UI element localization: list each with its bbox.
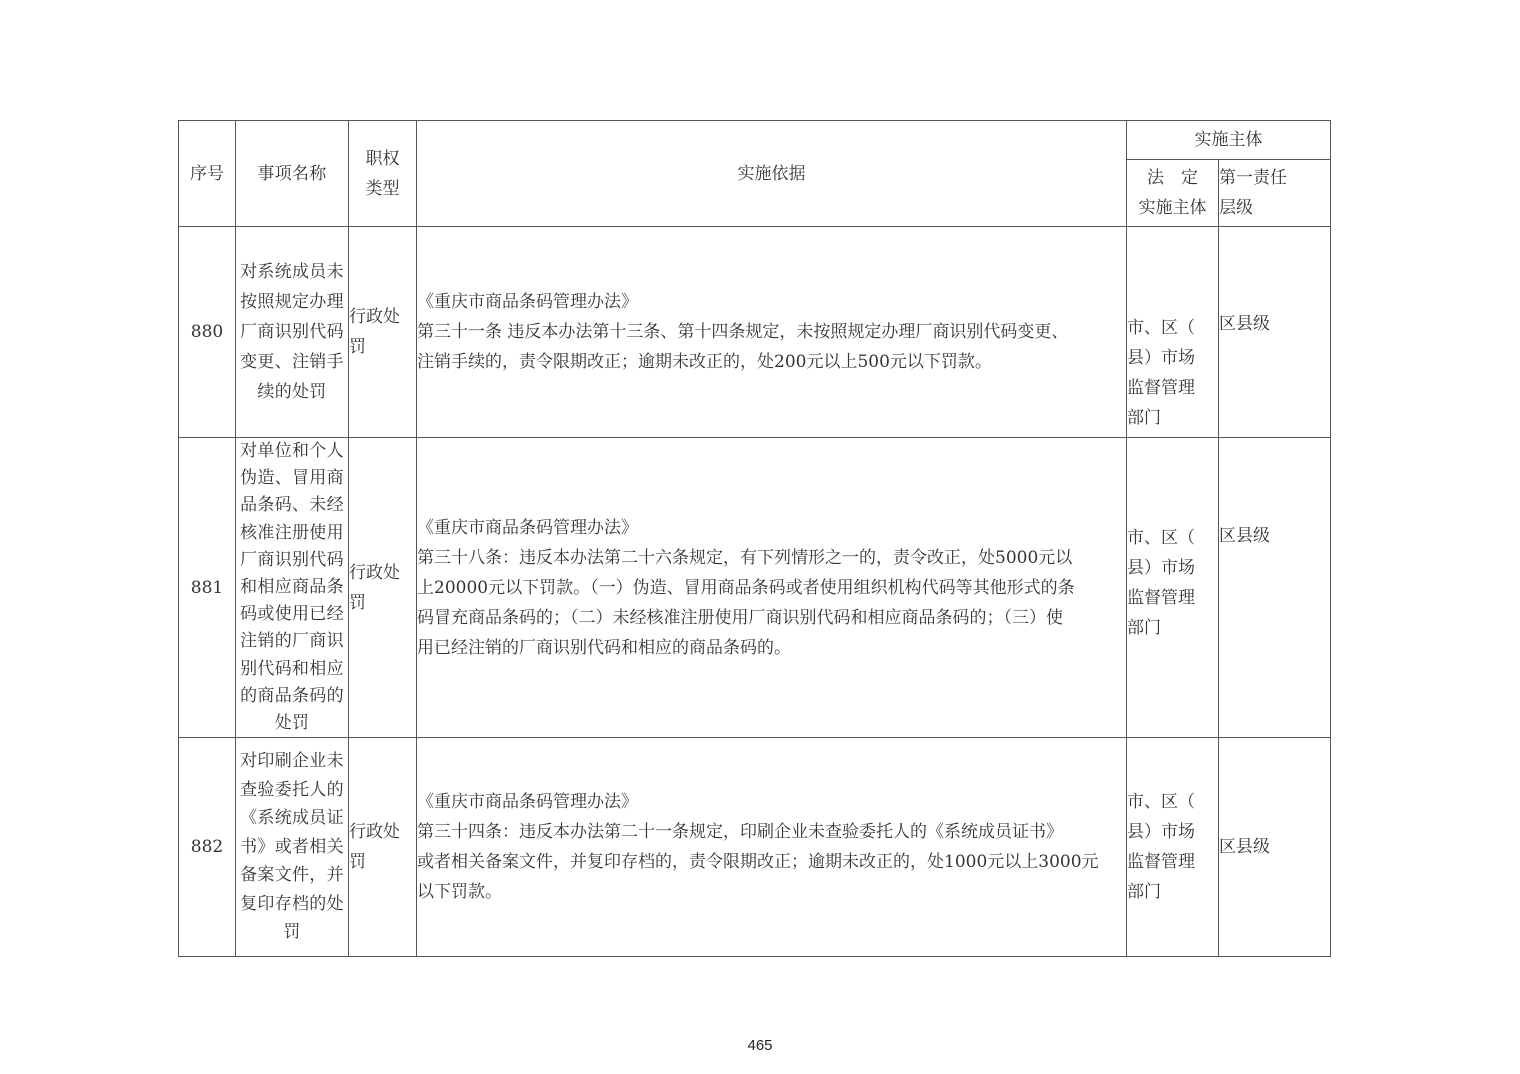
header-first-level	[1219, 160, 1331, 227]
name-line: 注销的厂商识	[240, 631, 344, 652]
row-subject	[1127, 227, 1219, 438]
row-level	[1219, 438, 1331, 738]
header-row	[179, 121, 1331, 160]
row-name	[236, 438, 349, 738]
type-line: 罚	[349, 337, 366, 357]
name-line: 书》或者相关	[240, 836, 344, 857]
name-line: 对印刷企业未	[240, 751, 344, 772]
row-type	[349, 738, 417, 957]
name-line: 对单位和个人	[240, 441, 344, 461]
table-row	[179, 438, 1331, 738]
row-name	[236, 738, 349, 957]
level-text: 区县级	[1219, 837, 1270, 858]
name-line: 备案文件，并	[240, 865, 344, 886]
header-first-line2: 层级	[1219, 198, 1253, 218]
row-type	[349, 438, 417, 738]
name-line: 品条码、未经	[240, 495, 344, 516]
header-no: 序号	[179, 121, 236, 227]
enforcement-items-table	[178, 120, 1331, 957]
header-legal-line2: 实施主体	[1138, 198, 1207, 218]
name-line: 别代码和相应	[240, 658, 344, 679]
basis-line: 上20000元以下罚款。（一）伪造、冒用商品条码或者使用组织机构代码等其他形式的条	[417, 577, 1075, 598]
type-line: 行政处	[349, 822, 400, 843]
row-subject	[1127, 438, 1219, 738]
header-name: 事项名称	[236, 121, 349, 227]
subject-line: 部门	[1127, 408, 1161, 428]
header-type-line2: 类型	[365, 178, 400, 199]
name-line: 核准注册使用	[240, 522, 344, 543]
subject-line: 监督管理	[1127, 378, 1195, 398]
basis-line: 用已经注销的厂商识别代码和相应的商品条码的。	[417, 637, 791, 658]
subject-line: 市、区（	[1127, 528, 1195, 548]
name-line: 和相应商品条	[240, 577, 344, 598]
name-line: 的商品条码的	[240, 685, 344, 706]
row-no: 880	[179, 227, 236, 438]
subject-line: 监督管理	[1127, 588, 1195, 608]
basis-line: 第三十四条：违反本办法第二十一条规定，印刷企业未查验委托人的《系统成员证书》	[417, 822, 1063, 843]
table-row	[179, 227, 1331, 438]
row-basis	[417, 438, 1127, 738]
row-type	[349, 227, 417, 438]
level-text: 区县级	[1219, 526, 1270, 546]
row-level	[1219, 227, 1331, 438]
basis-line: 注销手续的，责令限期改正；逾期未改正的，处200元以上500元以下罚款。	[417, 352, 992, 372]
name-line: 罚	[283, 922, 301, 943]
name-line: 码或使用已经	[240, 604, 344, 625]
subject-line: 县）市场	[1127, 558, 1195, 578]
type-line: 行政处	[349, 562, 400, 583]
header-basis: 实施依据	[417, 121, 1127, 227]
subject-line: 部门	[1127, 618, 1161, 638]
name-line: 续的处罚	[257, 382, 327, 402]
name-line: 按照规定办理	[240, 292, 344, 312]
type-line: 行政处	[349, 307, 400, 327]
header-type-line1: 职权	[365, 148, 400, 169]
row-subject	[1127, 738, 1219, 957]
subject-line: 县）市场	[1127, 348, 1195, 368]
basis-line: 或者相关备案文件，并复印存档的，责令限期改正；逾期未改正的，处1000元以上3000元	[417, 852, 1099, 873]
subject-line: 县）市场	[1127, 822, 1195, 843]
row-level	[1219, 738, 1331, 957]
header-first-line1: 第一责任	[1219, 168, 1287, 188]
type-line: 罚	[349, 592, 366, 613]
basis-line: 码冒充商品条码的；（二）未经核准注册使用厂商识别代码和相应商品条码的；（三）使	[417, 607, 1063, 628]
subject-line: 市、区（	[1127, 792, 1195, 813]
basis-line: 以下罚款。	[417, 882, 502, 903]
header-subject-group: 实施主体	[1127, 121, 1331, 160]
basis-line: 第三十一条 违反本办法第十三条、第十四条规定，未按照规定办理厂商识别代码变更、	[417, 322, 1069, 342]
basis-line: 《重庆市商品条码管理办法》	[417, 292, 638, 312]
subject-line: 部门	[1127, 882, 1161, 903]
name-line: 厂商识别代码	[240, 322, 344, 342]
row-basis	[417, 227, 1127, 438]
row-basis	[417, 738, 1127, 957]
level-text: 区县级	[1219, 314, 1270, 334]
subject-line: 监督管理	[1127, 852, 1195, 873]
row-no: 882	[179, 738, 236, 957]
name-line: 复印存档的处	[240, 893, 344, 914]
row-no: 881	[179, 438, 236, 738]
name-line: 处罚	[274, 713, 310, 734]
header-type	[349, 121, 417, 227]
basis-line: 《重庆市商品条码管理办法》	[417, 792, 638, 813]
subject-line: 市、区（	[1127, 318, 1195, 338]
basis-line: 第三十八条：违反本办法第二十六条规定，有下列情形之一的，责令改正，处5000元以	[417, 547, 1073, 568]
type-line: 罚	[349, 852, 366, 873]
name-line: 对系统成员未	[240, 262, 344, 282]
name-line: 《系统成员证	[240, 808, 344, 829]
name-line: 厂商识别代码	[240, 549, 344, 570]
name-line: 伪造、冒用商	[240, 468, 344, 489]
name-line: 查验委托人的	[240, 779, 344, 800]
basis-line: 《重庆市商品条码管理办法》	[417, 517, 638, 538]
name-line: 变更、注销手	[240, 352, 344, 372]
header-legal-line1: 法 定	[1147, 168, 1198, 188]
page-number: 465	[747, 1037, 773, 1054]
table-row	[179, 738, 1331, 957]
row-name	[236, 227, 349, 438]
header-legal-subject	[1127, 160, 1219, 227]
